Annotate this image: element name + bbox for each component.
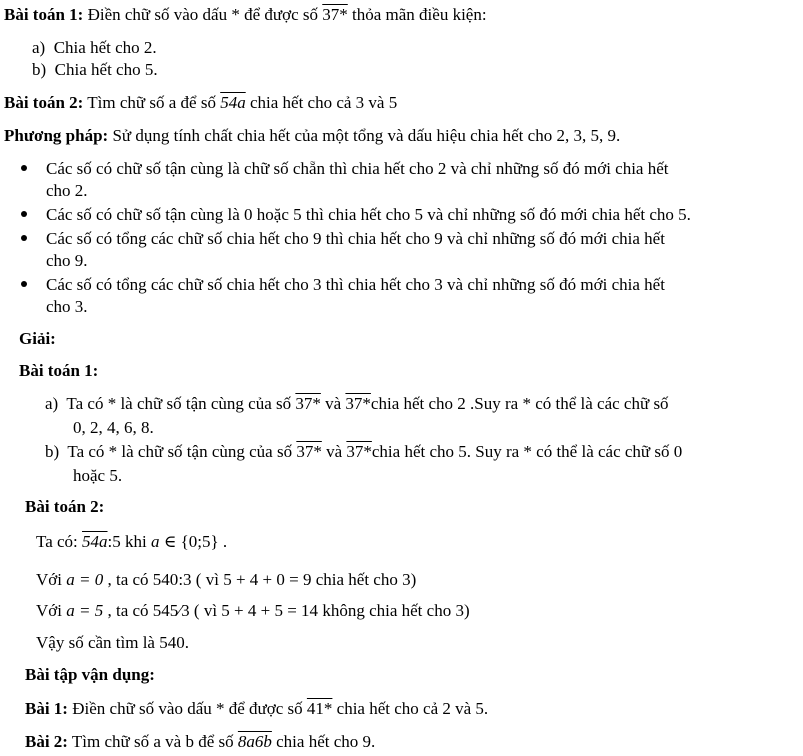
bullet-text: Các số có tổng các chữ số chia hết cho 3 thì chia hết cho 3 và chỉ những số đó mới chia hết [46,275,665,294]
practice-text: chia hết cho cả 2 và 5. [332,699,489,718]
solution-text: 3 ( vì [183,570,224,589]
solution-text: 0, 2, 4, 6, 8. [73,418,154,437]
item-marker: b) [45,442,60,461]
method-bullet-4 [46,274,665,295]
solution-2-line-1 [36,531,227,552]
solution-1-a [45,393,669,414]
number-37: 37* [345,394,371,413]
item-marker: a) [32,38,46,57]
item-text: Chia hết cho 2. [53,38,157,57]
solution-text: , ta có 545 [103,601,179,620]
solution-1-b-cont [73,465,122,486]
solution-2-line-2 [36,569,416,590]
math-expression: a = 0 [66,570,104,589]
practice-2 [25,731,375,752]
problem-1-item-a [32,37,157,58]
method-text: Sử dụng tính chất chia hết của một tổng và dấu hiệu chia hết cho 2, 3, 5, 9. [108,126,621,145]
solution-text: Với [36,570,67,589]
practice-1 [25,698,488,719]
problem-1-text: Điền chữ số vào dấu * để được số [83,5,323,24]
solution-text: . [218,532,228,551]
solution-1-title [19,360,98,381]
item-text: Chia hết cho 5. [54,60,158,79]
problem-1-text-end: thỏa mãn điều kiện: [347,5,487,24]
solution-2-line-3 [36,600,470,621]
solution-text: Vậy số cần tìm là 540. [36,633,189,652]
solution-2-conclusion [36,632,189,653]
problem-1-title: Bài toán 1: [4,5,84,24]
bullet-text: cho 2. [46,181,88,200]
problem-1-item-b [32,59,158,80]
solution-1-title-text: Bài toán 1: [19,361,99,380]
bullet-icon [21,211,27,217]
problem-1-number: 37* [322,5,348,24]
solution-text: và [321,442,347,461]
solution-2-title-text: Bài toán 2: [25,497,105,516]
practice-1-title: Bài 1: [25,699,68,718]
solution-text: Ta có * là chữ số tận cùng của số [67,442,297,461]
practice-text: chia hết cho 9. [271,732,376,751]
method-bullet-2 [46,204,691,225]
bullet-text: Các số có tổng các chữ số chia hết cho 9 thì chia hết cho 9 và chỉ những số đó mới chia hết [46,229,665,248]
number-37: 37* [346,442,372,461]
set-notation: ∈ {0;5} [159,532,219,551]
problem-1-statement [4,4,487,25]
number-37: 37* [295,394,321,413]
number-41: 41* [306,699,333,718]
math-expression: 5 + 4 + 0 = 9 [223,570,312,589]
problem-2-number: 54a [220,93,246,112]
solution-text: không chia hết cho 3) [318,601,470,620]
problem-2-text: Tìm chữ số a để số [83,93,221,112]
solution-2-title [25,496,104,517]
bullet-text: cho 3. [46,297,88,316]
problem-2-statement [4,92,397,113]
method-bullet-3-cont [46,250,88,271]
divisible-symbol: : [178,570,184,589]
method-statement [4,125,620,146]
number-54a: 54a [82,532,108,551]
practice-text: Điền chữ số vào dấu * để được số [67,699,307,718]
solution-text: Ta có: [36,532,83,551]
practice-text: Tìm chữ số a và b để số [67,732,238,751]
method-bullet-1-cont [46,180,88,201]
bullet-icon [21,235,27,241]
bullet-icon [21,165,27,171]
solution-text: 3 ( vì [181,601,222,620]
practice-title-text: Bài tập vận dụng: [25,665,155,684]
method-bullet-3 [46,228,665,249]
problem-2-title: Bài toán 2: [4,93,84,112]
variable-a: a [150,532,160,551]
math-expression: 5 + 4 + 5 = 14 [221,601,319,620]
problem-2-text-end: chia hết cho cả 3 và 5 [245,93,398,112]
number-8a6b: 8a6b [237,732,272,751]
bullet-text: cho 9. [46,251,88,270]
bullet-text: Các số có chữ số tận cùng là 0 hoặc 5 thì chia hết cho 5 và chỉ những số đó mới chia hết cho 5. [46,205,691,224]
solution-text: Với [36,601,67,620]
divisible-symbol: :5 [107,532,121,551]
solution-title [19,328,56,349]
method-bullet-4-cont [46,296,88,317]
bullet-text: Các số có chữ số tận cùng là chữ số chẵn thì chia hết cho 2 và chỉ những số đó mới chia hết [46,159,669,178]
solution-text: và [320,394,346,413]
item-marker: a) [45,394,59,413]
practice-title [25,664,155,685]
method-bullet-1 [46,158,669,179]
solution-text: hoặc 5. [73,466,123,485]
solution-text: chia hết cho 5. Suy ra * có thể là các chữ số 0 [371,442,683,461]
solution-title-text: Giải: [19,329,56,348]
solution-text: chia hết cho 2 .Suy ra * có thể là các chữ số [370,394,669,413]
practice-2-title: Bài 2: [25,732,68,751]
solution-text: , ta có 540 [103,570,179,589]
math-expression: a = 5 [66,601,104,620]
method-title: Phương pháp: [4,126,109,145]
item-marker: b) [32,60,47,79]
not-divisible-symbol: ⁄ [178,601,182,620]
solution-1-b [45,441,682,462]
solution-text: Ta có * là chữ số tận cùng của số [66,394,296,413]
solution-1-a-cont [73,417,154,438]
solution-text: khi [120,532,151,551]
bullet-icon [21,281,27,287]
number-37: 37* [296,442,322,461]
solution-text: chia hết cho 3) [311,570,417,589]
